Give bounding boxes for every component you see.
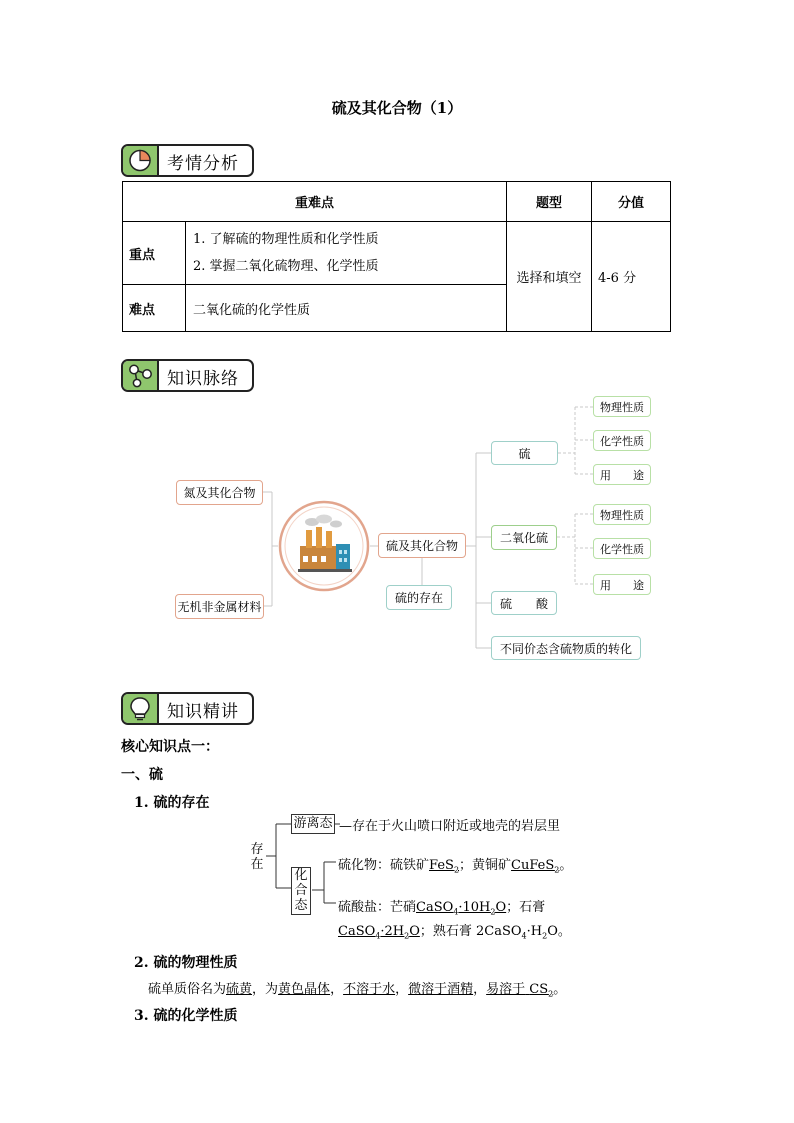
node-sulfuric-acid: 硫 酸 bbox=[491, 591, 557, 615]
mirabilite-formula bbox=[416, 900, 506, 915]
sulfide-line bbox=[338, 854, 572, 875]
leaf-physical-properties: 物理性质 bbox=[593, 504, 651, 525]
phys-blank-a: 易溶于 bbox=[486, 982, 526, 997]
sulfate-line bbox=[338, 896, 545, 917]
plaster-mid: ·H bbox=[526, 924, 543, 939]
mirabilite-a: CaSO bbox=[416, 900, 454, 915]
leaf-physical-properties: 物理性质 bbox=[593, 396, 651, 417]
plaster-sub2: 2 bbox=[542, 931, 548, 941]
chalcopyrite-text: CuFeS bbox=[511, 858, 555, 873]
header-cell: 分值 bbox=[592, 182, 671, 222]
sulfate-prefix: 硫酸盐：芒硝 bbox=[338, 900, 417, 915]
heading-existence: 1. 硫的存在 bbox=[134, 795, 210, 811]
gypsum-a: CaSO bbox=[338, 924, 376, 939]
pyrite-formula bbox=[429, 858, 459, 873]
phys-blank: 微溶于酒精 bbox=[408, 982, 474, 997]
mirabilite-b: ·10H bbox=[458, 900, 491, 915]
gypsum-line bbox=[338, 920, 571, 941]
leaf-uses: 用 途 bbox=[593, 574, 651, 595]
header-cell: 题型 bbox=[507, 182, 592, 222]
phys-blank: 硫黄 bbox=[226, 982, 253, 997]
phys-text: ，为 bbox=[252, 982, 279, 997]
phys-blank-sub: 2 bbox=[548, 989, 554, 999]
row-item: 1. 了解硫的物理性质和化学性质 bbox=[193, 232, 379, 247]
chalcopyrite-formula bbox=[511, 858, 559, 873]
combined-state-box: 化合态 bbox=[291, 867, 311, 915]
heading-sulfur: 一、硫 bbox=[121, 767, 163, 783]
leaf-chemical-properties: 化学性质 bbox=[593, 538, 651, 559]
phys-blank bbox=[486, 982, 553, 997]
existence-label: 存在 bbox=[250, 842, 264, 872]
score-value: 4-6 分 bbox=[592, 222, 671, 332]
free-state-description: —存在于火山喷口附近或地壳的岩层里 bbox=[339, 819, 561, 834]
node-sulfur: 硫 bbox=[491, 441, 558, 465]
node-sulfur-dioxide: 二氧化硫 bbox=[491, 525, 557, 550]
node-nitrogen-compounds: 氮及其化合物 bbox=[176, 480, 263, 505]
node-sulfur-existence: 硫的存在 bbox=[386, 585, 452, 610]
phys-blank: 黄色晶体 bbox=[278, 982, 331, 997]
phys-text: ， bbox=[395, 982, 409, 997]
row-label: 难点 bbox=[123, 285, 186, 332]
free-state-text: 存在于火山喷口附近或地壳的岩层里 bbox=[352, 819, 561, 834]
node-sulfur-compounds: 硫及其化合物 bbox=[378, 533, 466, 558]
sulfate-mid: ；石膏 bbox=[506, 900, 546, 915]
sulfide-prefix: 硫化物：硫铁矿 bbox=[338, 858, 430, 873]
row-item: 2. 掌握二氧化硫物理、化学性质 bbox=[193, 259, 379, 274]
section-title: 知识脉络 bbox=[167, 369, 239, 389]
gypsum-sub1: 4 bbox=[375, 931, 381, 941]
sulfide-end: 。 bbox=[559, 858, 573, 873]
node-conversion: 不同价态含硫物质的转化 bbox=[491, 636, 641, 660]
core-point-heading: 核心知识点一： bbox=[121, 739, 219, 755]
physical-properties-text bbox=[148, 978, 566, 999]
mirabilite-c: O bbox=[495, 900, 507, 915]
heading-chemical-properties: 3. 硫的化学性质 bbox=[134, 1008, 238, 1024]
phys-blank-b: CS bbox=[529, 982, 549, 997]
gypsum-formula bbox=[338, 924, 420, 939]
row-content: 二氧化硫的化学性质 bbox=[186, 285, 507, 332]
mirabilite-sub1: 4 bbox=[453, 907, 459, 917]
plaster-prefix: ；熟石膏 2CaSO bbox=[419, 924, 522, 939]
row-label: 重点 bbox=[123, 222, 186, 285]
leaf-uses: 用 途 bbox=[593, 464, 651, 485]
plaster-sub1: 4 bbox=[521, 931, 527, 941]
free-state-box: 游离态 bbox=[291, 814, 335, 834]
node-inorganic-materials: 无机非金属材料 bbox=[175, 594, 264, 619]
question-type: 选择和填空 bbox=[507, 222, 592, 332]
leaf-chemical-properties: 化学性质 bbox=[593, 430, 651, 451]
phys-text: 。 bbox=[553, 982, 567, 997]
gypsum-c: O bbox=[409, 924, 420, 939]
section-title: 知识精讲 bbox=[167, 702, 239, 722]
header-cell: 重难点 bbox=[123, 182, 507, 222]
phys-blank: 不溶于水 bbox=[343, 982, 396, 997]
pyrite-sub: 2 bbox=[453, 865, 460, 875]
sulfide-mid: ；黄铜矿 bbox=[459, 858, 512, 873]
section-title: 考情分析 bbox=[167, 154, 239, 174]
phys-text: 硫单质俗名为 bbox=[148, 982, 227, 997]
gypsum-b: ·2H bbox=[380, 924, 405, 939]
mirabilite-sub2: 2 bbox=[490, 907, 496, 917]
plaster-end: O。 bbox=[547, 924, 571, 939]
phys-text: ， bbox=[330, 982, 344, 997]
page-title: 硫及其化合物（1） bbox=[331, 99, 463, 117]
gypsum-sub2: 2 bbox=[404, 931, 410, 941]
phys-text: ， bbox=[473, 982, 487, 997]
chalcopyrite-sub: 2 bbox=[554, 865, 560, 875]
heading-physical-properties: 2. 硫的物理性质 bbox=[134, 955, 238, 971]
pyrite-text: FeS bbox=[429, 858, 454, 873]
